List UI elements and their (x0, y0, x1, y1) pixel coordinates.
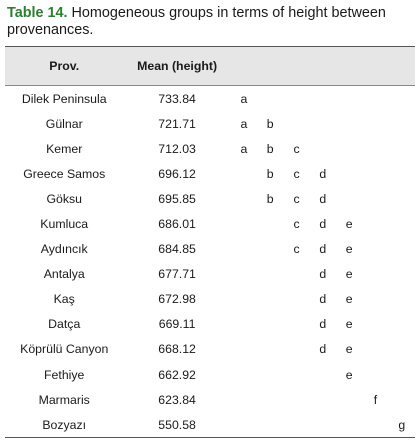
table-row (5, 211, 415, 236)
cell-group-letter: d (319, 317, 327, 332)
cell-mean-height: 733.84 (158, 91, 196, 106)
cell-group-letter (231, 262, 257, 287)
cell-group-letter: b (266, 166, 274, 181)
cell-group-letter (389, 312, 415, 337)
table-caption-text: Homogeneous groups in terms of height between provenances. (7, 5, 386, 38)
cell-group-letter (336, 111, 362, 136)
cell-group-letter (336, 136, 362, 161)
cell-group-letter: d (319, 292, 327, 307)
cell-group-letter: a (240, 141, 248, 156)
cell-mean-height: 677.71 (158, 267, 196, 282)
cell-group-letter (389, 237, 415, 262)
cell-group-letter (310, 387, 336, 412)
cell-group-letter: c (293, 166, 300, 181)
cell-mean-height: 684.85 (158, 242, 196, 257)
cell-group-letter (257, 312, 283, 337)
cell-group-letter (310, 86, 336, 112)
cell-group-letter (389, 186, 415, 211)
table-row (5, 111, 415, 136)
cell-group-letter (389, 362, 415, 387)
cell-group-letter (257, 237, 283, 262)
cell-group-letter: e (345, 367, 353, 382)
cell-mean-height: 695.85 (158, 191, 196, 206)
cell-group-letter: e (345, 217, 353, 232)
cell-group-letter (257, 211, 283, 236)
cell-group-letter (257, 287, 283, 312)
table-caption-label: Table 14. (7, 5, 68, 21)
cell-group-letter (389, 211, 415, 236)
cell-provenance: Gülnar (45, 116, 83, 131)
cell-group-letter (283, 387, 309, 412)
cell-group-letter: c (293, 217, 300, 232)
cell-mean-height: 712.03 (158, 141, 196, 156)
cell-group-letter: e (345, 292, 353, 307)
cell-provenance: Fethiye (44, 367, 85, 382)
cell-group-letter (362, 287, 388, 312)
cell-group-letter (362, 111, 388, 136)
cell-group-letter: d (319, 267, 327, 282)
table-row (5, 412, 415, 438)
cell-group-letter (231, 337, 257, 362)
cell-group-letter (362, 136, 388, 161)
cell-provenance: Kemer (46, 141, 83, 156)
cell-group-letter: e (345, 242, 353, 257)
cell-group-letter: d (319, 191, 327, 206)
cell-group-letter: d (319, 217, 327, 232)
cell-provenance: Greece Samos (23, 166, 106, 181)
cell-provenance: Dilek Peninsula (21, 91, 107, 106)
cell-group-letter (283, 412, 309, 438)
cell-group-letter (231, 186, 257, 211)
cell-group-letter (389, 86, 415, 112)
table-row (5, 287, 415, 312)
table-row (5, 161, 415, 186)
cell-group-letter: g (389, 412, 415, 438)
cell-group-letter (362, 412, 388, 438)
table-row (5, 86, 415, 112)
cell-group-letter (310, 362, 336, 387)
cell-mean-height: 550.58 (123, 412, 230, 438)
cell-provenance: Marmaris (38, 392, 90, 407)
cell-group-letter: b (266, 141, 274, 156)
cell-provenance: Aydıncık (40, 242, 88, 257)
cell-group-letter: b (266, 116, 274, 131)
cell-group-letter (257, 412, 283, 438)
cell-group-letter (283, 287, 309, 312)
cell-group-letter (231, 237, 257, 262)
cell-group-letter: c (293, 191, 300, 206)
cell-group-letter (362, 211, 388, 236)
cell-group-letter (336, 161, 362, 186)
cell-mean-height: 696.12 (158, 166, 196, 181)
table-header-row (5, 47, 415, 86)
cell-group-letter (362, 86, 388, 112)
cell-group-letter: a (240, 91, 248, 106)
cell-provenance: Datça (48, 317, 81, 332)
cell-mean-height: 669.11 (158, 317, 196, 332)
homogeneous-groups-table (5, 46, 415, 438)
cell-group-letter (257, 362, 283, 387)
cell-group-letter (257, 86, 283, 112)
cell-group-letter: e (345, 317, 353, 332)
cell-group-letter (362, 362, 388, 387)
cell-mean-height: 721.71 (158, 116, 196, 131)
cell-group-letter (231, 387, 257, 412)
cell-group-letter (231, 211, 257, 236)
cell-group-letter (336, 412, 362, 438)
cell-group-letter: e (345, 342, 353, 357)
cell-mean-height: 672.98 (158, 292, 196, 307)
cell-provenance: Antalya (43, 267, 85, 282)
table-row (5, 186, 415, 211)
cell-group-letter: d (319, 342, 327, 357)
cell-group-letter (231, 287, 257, 312)
cell-group-letter (310, 136, 336, 161)
cell-group-letter (257, 387, 283, 412)
cell-group-letter: c (293, 242, 300, 257)
cell-group-letter (362, 237, 388, 262)
cell-group-letter (283, 111, 309, 136)
cell-provenance: Kaş (53, 292, 75, 307)
cell-group-letter: c (293, 141, 300, 156)
cell-group-letter (362, 186, 388, 211)
table-row (5, 387, 415, 412)
table-row (5, 312, 415, 337)
cell-group-letter (283, 86, 309, 112)
table-row (5, 262, 415, 287)
cell-group-letter: b (266, 191, 274, 206)
cell-group-letter (283, 362, 309, 387)
cell-mean-height: 662.92 (158, 367, 196, 382)
cell-group-letter (231, 412, 257, 438)
table-body (5, 86, 415, 438)
table-row (5, 237, 415, 262)
cell-provenance: Kumluca (40, 217, 89, 232)
cell-group-letter (283, 262, 309, 287)
cell-group-letter (336, 387, 362, 412)
cell-group-letter (310, 111, 336, 136)
cell-group-letter (389, 287, 415, 312)
cell-group-letter (283, 312, 309, 337)
cell-group-letter: e (345, 267, 353, 282)
cell-provenance: Köprülü Canyon (20, 342, 109, 357)
cell-group-letter (310, 412, 336, 438)
cell-group-letter (389, 136, 415, 161)
cell-group-letter (389, 111, 415, 136)
table-row (5, 136, 415, 161)
cell-group-letter (336, 86, 362, 112)
cell-group-letter (389, 337, 415, 362)
header-group-spacer (231, 47, 415, 86)
cell-group-letter: d (319, 242, 327, 257)
cell-mean-height: 686.01 (158, 217, 196, 232)
cell-group-letter (231, 161, 257, 186)
cell-group-letter (389, 161, 415, 186)
data-table-container (5, 46, 415, 438)
cell-group-letter (283, 337, 309, 362)
cell-group-letter (362, 337, 388, 362)
cell-group-letter: d (319, 166, 327, 181)
header-mean-height: Mean (height) (123, 47, 230, 86)
cell-group-letter (362, 312, 388, 337)
cell-mean-height: 668.12 (158, 342, 196, 357)
cell-provenance: Bozyazı (5, 412, 123, 438)
cell-group-letter (362, 161, 388, 186)
table-caption (7, 5, 417, 39)
cell-group-letter (257, 337, 283, 362)
table-row (5, 337, 415, 362)
cell-group-letter (336, 186, 362, 211)
table-row (5, 362, 415, 387)
cell-group-letter (231, 312, 257, 337)
cell-group-letter (257, 262, 283, 287)
cell-group-letter: a (240, 116, 248, 131)
cell-group-letter (389, 387, 415, 412)
cell-group-letter (362, 262, 388, 287)
cell-group-letter: f (373, 392, 378, 407)
cell-provenance: Göksu (46, 191, 82, 206)
cell-group-letter (231, 362, 257, 387)
cell-mean-height: 623.84 (158, 392, 196, 407)
header-prov: Prov. (5, 47, 123, 86)
cell-group-letter (389, 262, 415, 287)
